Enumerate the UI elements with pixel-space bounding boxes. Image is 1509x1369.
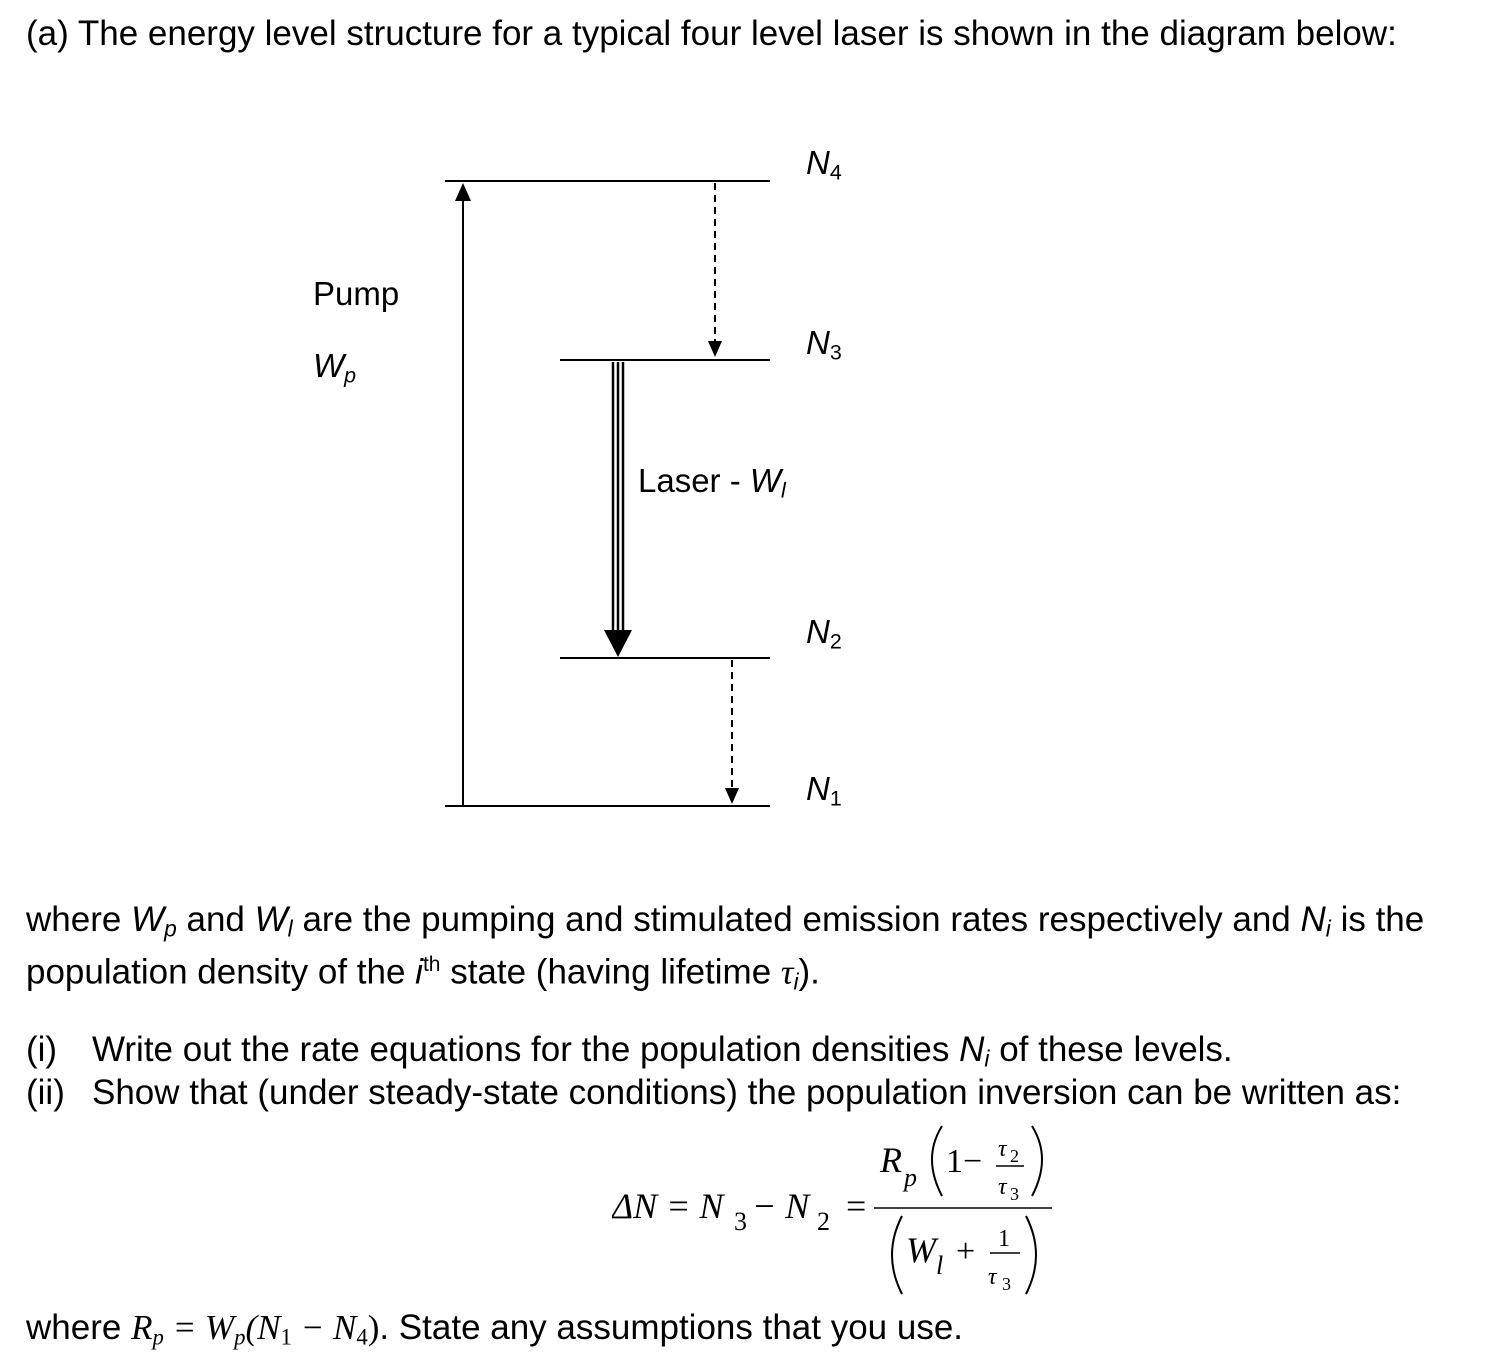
level-n4-label: $N_4$ [806,144,842,185]
svg-text:τ: τ [998,1136,1007,1162]
svg-text:ΔN = N: ΔN = N [612,1186,724,1226]
relaxation-arrowhead-2-1 [725,788,739,804]
final-statement: where $R_p = W_p(N_1 - N_4)$. State any assumptions that you use. [26,1308,964,1350]
svg-text:3: 3 [1002,1274,1011,1294]
laser-rate-label: Laser - $W_l$ [638,462,786,503]
intro-text: (a) The energy level structure for a typical four level laser is shown in the diagram below: [26,14,1397,53]
svg-text:1−: 1− [946,1143,983,1180]
definition-line-2: population density of the $i^{th}$ state (having lifetime $\tau_i$). [26,952,820,995]
svg-text:2: 2 [1010,1146,1019,1166]
pump-rate-label: $W_p$ [313,347,357,388]
svg-text:2: 2 [817,1207,830,1236]
pump-label: Pump [313,275,400,312]
level-n3-label: $N_3$ [806,324,842,365]
svg-text:τ: τ [998,1174,1007,1200]
svg-text:=: = [846,1186,867,1226]
relaxation-arrowhead-4-3 [708,341,722,357]
level-n2-label: $N_2$ [806,613,842,654]
definition-line-1: where $W_p$ and $W_l$ are the pumping and stimulated emission rates respectively and $N_i$ is the [26,900,1425,942]
svg-text:R: R [880,1140,902,1180]
svg-text:1: 1 [998,1226,1010,1252]
svg-text:l: l [936,1251,944,1280]
svg-text:τ: τ [988,1264,997,1290]
pump-arrowhead [455,183,471,201]
population-inversion-equation [612,1120,1072,1300]
svg-text:W: W [906,1230,936,1270]
svg-text:3: 3 [734,1207,747,1236]
svg-text:− N: − N [752,1186,810,1226]
question-i: (i) Write out the rate equations for the population densities $N_i$ of these levels. [26,1030,1233,1072]
svg-text:p: p [904,1163,917,1192]
svg-text:3: 3 [1010,1184,1019,1204]
level-n1-label: $N_1$ [806,770,842,811]
laser-arrowhead [604,630,632,657]
question-ii: (ii) Show that (under steady-state conditions) the population inversion can be written as: [26,1073,1402,1112]
svg-text:+: + [956,1233,976,1270]
